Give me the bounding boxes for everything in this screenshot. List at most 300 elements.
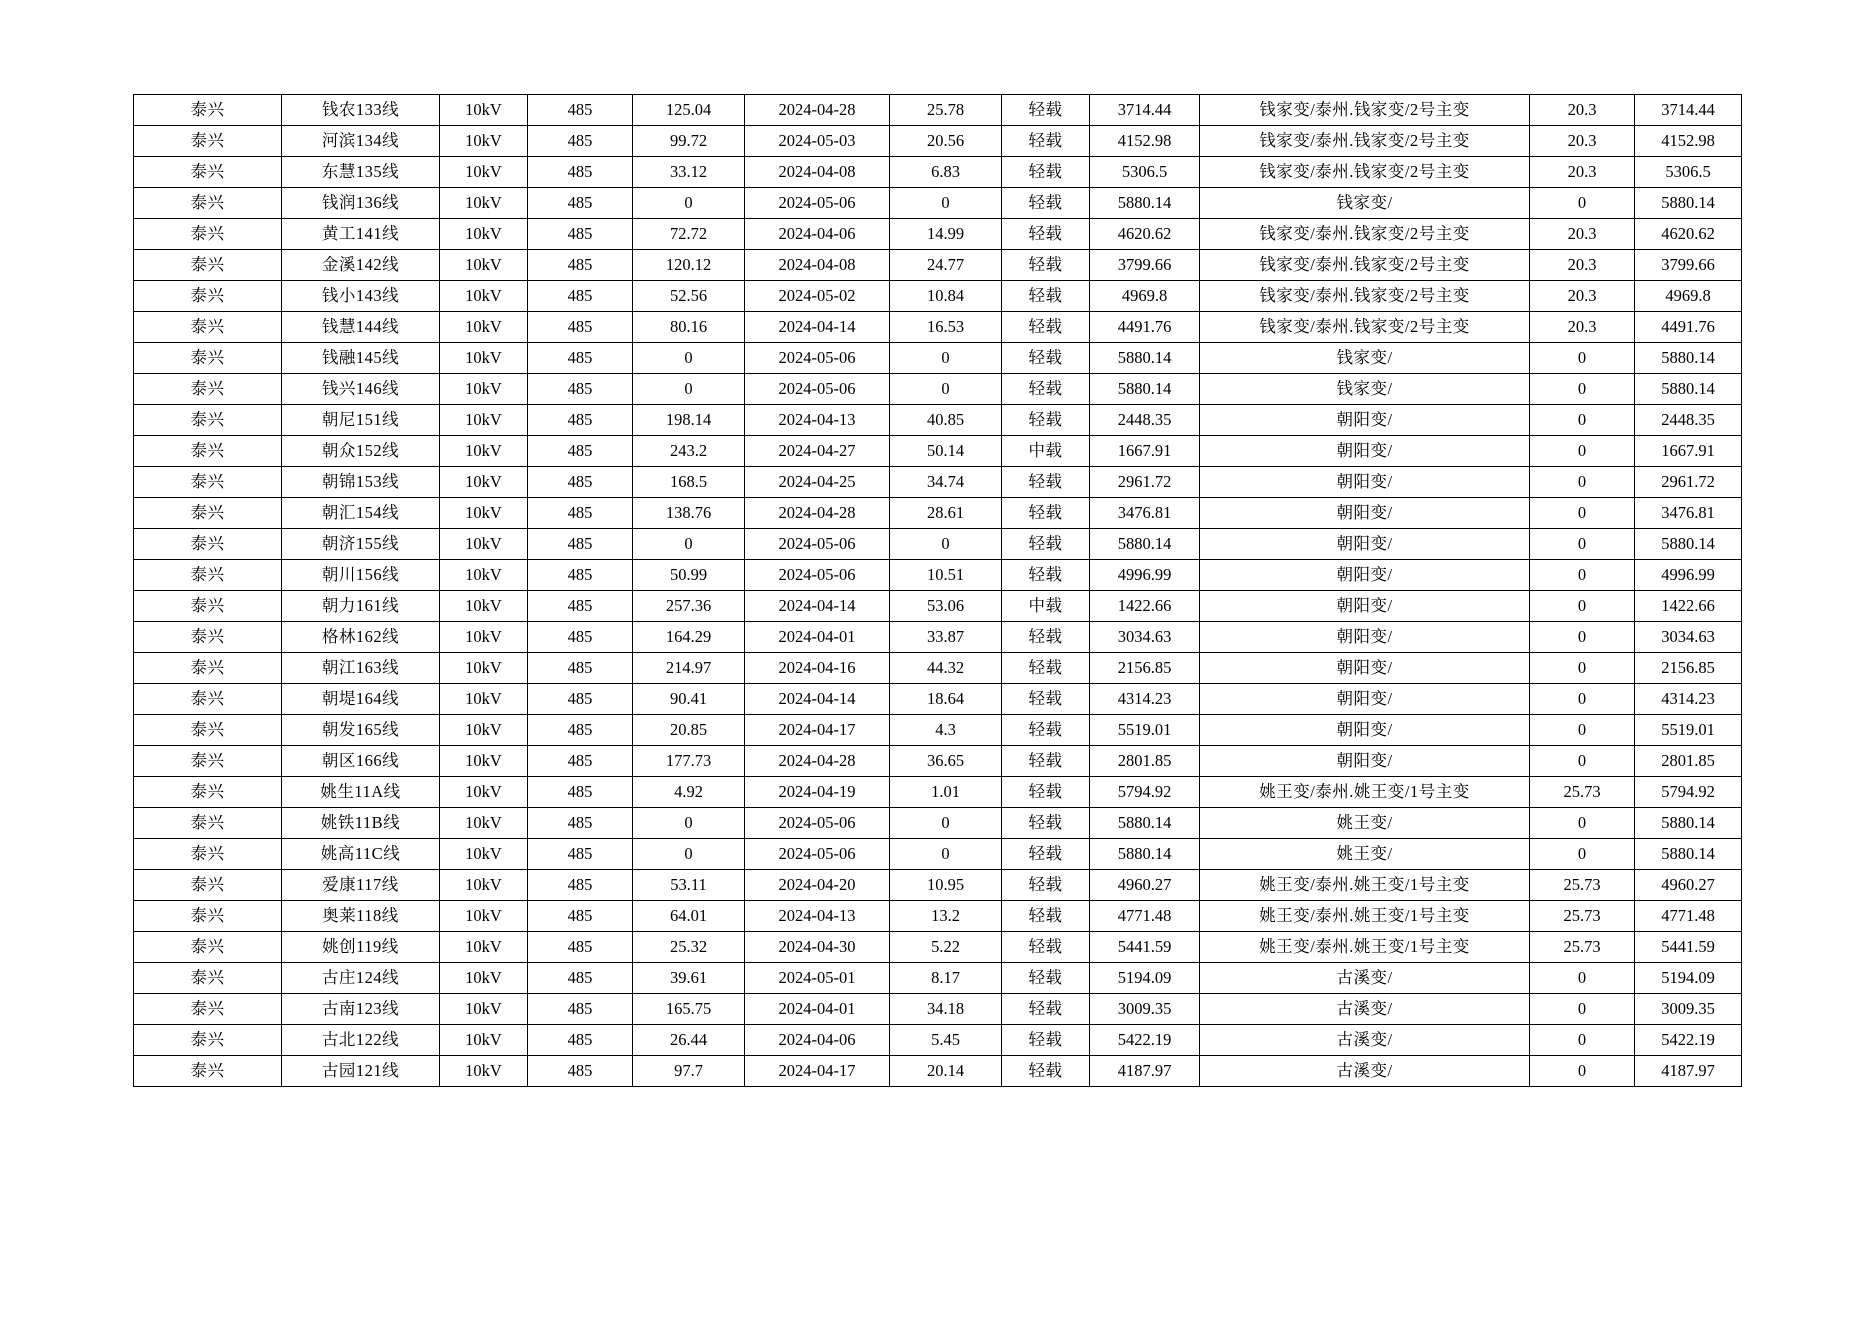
table-cell: 朝阳变/ (1200, 560, 1530, 591)
table-cell: 20.3 (1530, 219, 1635, 250)
table-cell: 姚高11C线 (282, 839, 440, 870)
table-cell: 泰兴 (134, 839, 282, 870)
table-cell: 485 (528, 808, 633, 839)
table-cell: 485 (528, 994, 633, 1025)
table-cell: 泰兴 (134, 901, 282, 932)
table-cell: 0 (890, 529, 1002, 560)
table-cell: 485 (528, 746, 633, 777)
table-cell: 0 (890, 374, 1002, 405)
table-cell: 10kV (440, 870, 528, 901)
table-cell: 24.77 (890, 250, 1002, 281)
table-row (134, 219, 1742, 250)
table-cell: 朝众152线 (282, 436, 440, 467)
table-cell: 泰兴 (134, 1056, 282, 1087)
table-cell: 485 (528, 436, 633, 467)
table-row (134, 467, 1742, 498)
table-cell: 72.72 (633, 219, 745, 250)
table-cell: 朝汇154线 (282, 498, 440, 529)
table-cell: 10.95 (890, 870, 1002, 901)
table-cell: 0 (1530, 1025, 1635, 1056)
power-line-data-table (133, 94, 1742, 1087)
table-cell: 2024-05-06 (745, 808, 890, 839)
table-cell: 4187.97 (1090, 1056, 1200, 1087)
table-cell: 10kV (440, 1056, 528, 1087)
table-cell: 泰兴 (134, 405, 282, 436)
table-cell: 90.41 (633, 684, 745, 715)
table-cell: 214.97 (633, 653, 745, 684)
table-cell: 姚王变/泰州.姚王变/1号主变 (1200, 932, 1530, 963)
table-cell: 2024-04-14 (745, 591, 890, 622)
table-cell: 2448.35 (1635, 405, 1742, 436)
table-cell: 50.14 (890, 436, 1002, 467)
table-cell: 5519.01 (1090, 715, 1200, 746)
table-cell: 轻载 (1002, 684, 1090, 715)
table-row (134, 591, 1742, 622)
table-cell: 0 (1530, 653, 1635, 684)
table-cell: 10kV (440, 529, 528, 560)
table-cell: 轻载 (1002, 870, 1090, 901)
table-cell: 10kV (440, 343, 528, 374)
table-cell: 485 (528, 529, 633, 560)
table-cell: 20.3 (1530, 250, 1635, 281)
table-cell: 朝阳变/ (1200, 715, 1530, 746)
table-cell: 轻载 (1002, 405, 1090, 436)
table-cell: 2024-04-13 (745, 405, 890, 436)
table-cell: 4996.99 (1635, 560, 1742, 591)
table-cell: 泰兴 (134, 343, 282, 374)
table-cell: 轻载 (1002, 1056, 1090, 1087)
table-cell: 轻载 (1002, 808, 1090, 839)
table-cell: 4771.48 (1090, 901, 1200, 932)
table-cell: 古庄124线 (282, 963, 440, 994)
table-cell: 2024-05-02 (745, 281, 890, 312)
table-cell: 0 (1530, 374, 1635, 405)
table-cell: 钱家变/泰州.钱家变/2号主变 (1200, 312, 1530, 343)
table-cell: 泰兴 (134, 374, 282, 405)
table-row (134, 281, 1742, 312)
table-cell: 5194.09 (1090, 963, 1200, 994)
table-cell: 10kV (440, 622, 528, 653)
table-cell: 2024-05-06 (745, 343, 890, 374)
table-cell: 25.32 (633, 932, 745, 963)
table-cell: 2024-05-06 (745, 374, 890, 405)
table-cell: 5880.14 (1090, 374, 1200, 405)
table-cell: 53.11 (633, 870, 745, 901)
table-cell: 姚铁11B线 (282, 808, 440, 839)
table-cell: 2024-04-28 (745, 95, 890, 126)
table-cell: 0 (1530, 529, 1635, 560)
table-cell: 138.76 (633, 498, 745, 529)
table-cell: 轻载 (1002, 901, 1090, 932)
table-cell: 爱康117线 (282, 870, 440, 901)
table-cell: 0 (1530, 343, 1635, 374)
table-row (134, 808, 1742, 839)
table-cell: 10kV (440, 653, 528, 684)
table-cell: 4152.98 (1635, 126, 1742, 157)
table-cell: 4969.8 (1635, 281, 1742, 312)
table-cell: 东慧135线 (282, 157, 440, 188)
table-cell: 轻载 (1002, 994, 1090, 1025)
table-cell: 泰兴 (134, 529, 282, 560)
table-cell: 姚王变/泰州.姚王变/1号主变 (1200, 870, 1530, 901)
table-cell: 轻载 (1002, 746, 1090, 777)
table-cell: 34.74 (890, 467, 1002, 498)
table-cell: 钱润136线 (282, 188, 440, 219)
table-cell: 0 (1530, 591, 1635, 622)
table-cell: 4620.62 (1090, 219, 1200, 250)
table-cell: 0 (633, 374, 745, 405)
table-row (134, 343, 1742, 374)
table-cell: 朝锦153线 (282, 467, 440, 498)
table-cell: 28.61 (890, 498, 1002, 529)
table-cell: 2024-04-08 (745, 250, 890, 281)
table-cell: 25.73 (1530, 901, 1635, 932)
table-cell: 10kV (440, 963, 528, 994)
table-cell: 2024-04-14 (745, 312, 890, 343)
table-cell: 泰兴 (134, 126, 282, 157)
table-cell: 485 (528, 157, 633, 188)
table-cell: 河滨134线 (282, 126, 440, 157)
table-cell: 轻载 (1002, 560, 1090, 591)
table-cell: 5880.14 (1090, 188, 1200, 219)
table-cell: 6.83 (890, 157, 1002, 188)
table-cell: 485 (528, 467, 633, 498)
table-cell: 4771.48 (1635, 901, 1742, 932)
table-cell: 5441.59 (1090, 932, 1200, 963)
table-cell: 25.73 (1530, 777, 1635, 808)
table-cell: 0 (1530, 994, 1635, 1025)
table-cell: 泰兴 (134, 963, 282, 994)
table-cell: 2156.85 (1090, 653, 1200, 684)
table-cell: 0 (633, 529, 745, 560)
table-cell: 177.73 (633, 746, 745, 777)
table-cell: 40.85 (890, 405, 1002, 436)
table-row (134, 870, 1742, 901)
table-cell: 轻载 (1002, 312, 1090, 343)
table-cell: 1667.91 (1635, 436, 1742, 467)
table-cell: 0 (1530, 498, 1635, 529)
table-cell: 10kV (440, 157, 528, 188)
table-cell: 8.17 (890, 963, 1002, 994)
table-cell: 钱家变/泰州.钱家变/2号主变 (1200, 219, 1530, 250)
table-cell: 5422.19 (1090, 1025, 1200, 1056)
table-cell: 轻载 (1002, 498, 1090, 529)
table-body (134, 95, 1742, 1087)
table-cell: 485 (528, 188, 633, 219)
table-cell: 5880.14 (1635, 808, 1742, 839)
table-cell: 5880.14 (1635, 343, 1742, 374)
table-cell: 4314.23 (1090, 684, 1200, 715)
table-cell: 80.16 (633, 312, 745, 343)
table-cell: 轻载 (1002, 157, 1090, 188)
table-cell: 0 (1530, 467, 1635, 498)
table-cell: 1.01 (890, 777, 1002, 808)
table-cell: 26.44 (633, 1025, 745, 1056)
table-cell: 39.61 (633, 963, 745, 994)
table-cell: 2961.72 (1090, 467, 1200, 498)
table-cell: 古南123线 (282, 994, 440, 1025)
table-cell: 5306.5 (1635, 157, 1742, 188)
table-cell: 10kV (440, 684, 528, 715)
table-cell: 485 (528, 281, 633, 312)
table-cell: 1667.91 (1090, 436, 1200, 467)
table-cell: 14.99 (890, 219, 1002, 250)
table-row (134, 777, 1742, 808)
table-row (134, 715, 1742, 746)
table-row (134, 839, 1742, 870)
table-cell: 2961.72 (1635, 467, 1742, 498)
table-cell: 轻载 (1002, 188, 1090, 219)
table-cell: 10kV (440, 436, 528, 467)
table-cell: 10kV (440, 95, 528, 126)
table-cell: 485 (528, 312, 633, 343)
table-cell: 2024-04-01 (745, 994, 890, 1025)
table-row (134, 684, 1742, 715)
table-cell: 485 (528, 622, 633, 653)
table-cell: 0 (1530, 808, 1635, 839)
table-cell: 2024-05-06 (745, 529, 890, 560)
table-cell: 0 (1530, 622, 1635, 653)
table-cell: 黄工141线 (282, 219, 440, 250)
table-cell: 0 (633, 808, 745, 839)
table-cell: 4960.27 (1635, 870, 1742, 901)
table-cell: 4996.99 (1090, 560, 1200, 591)
table-cell: 3034.63 (1635, 622, 1742, 653)
table-cell: 4.3 (890, 715, 1002, 746)
table-cell: 5794.92 (1090, 777, 1200, 808)
table-cell: 10kV (440, 994, 528, 1025)
table-cell: 钱融145线 (282, 343, 440, 374)
table-cell: 10kV (440, 901, 528, 932)
table-cell: 2024-04-17 (745, 1056, 890, 1087)
table-cell: 泰兴 (134, 250, 282, 281)
table-cell: 20.85 (633, 715, 745, 746)
table-row (134, 1056, 1742, 1087)
table-cell: 485 (528, 653, 633, 684)
table-cell: 485 (528, 1056, 633, 1087)
table-cell: 轻载 (1002, 777, 1090, 808)
table-cell: 朝尼151线 (282, 405, 440, 436)
table-cell: 轻载 (1002, 126, 1090, 157)
table-cell: 16.53 (890, 312, 1002, 343)
table-cell: 2801.85 (1635, 746, 1742, 777)
table-cell: 485 (528, 1025, 633, 1056)
table-cell: 5794.92 (1635, 777, 1742, 808)
table-cell: 3714.44 (1090, 95, 1200, 126)
table-row (134, 901, 1742, 932)
table-cell: 5880.14 (1090, 529, 1200, 560)
table-cell: 4620.62 (1635, 219, 1742, 250)
table-cell: 泰兴 (134, 684, 282, 715)
table-cell: 10kV (440, 777, 528, 808)
table-cell: 2024-04-16 (745, 653, 890, 684)
table-cell: 485 (528, 498, 633, 529)
table-cell: 25.78 (890, 95, 1002, 126)
table-cell: 古溪变/ (1200, 1056, 1530, 1087)
table-cell: 2024-04-13 (745, 901, 890, 932)
table-cell: 0 (1530, 560, 1635, 591)
table-cell: 泰兴 (134, 746, 282, 777)
table-row (134, 250, 1742, 281)
table-cell: 古溪变/ (1200, 1025, 1530, 1056)
table-cell: 2024-04-14 (745, 684, 890, 715)
table-cell: 钱小143线 (282, 281, 440, 312)
table-cell: 2024-05-03 (745, 126, 890, 157)
table-cell: 朝阳变/ (1200, 405, 1530, 436)
table-cell: 64.01 (633, 901, 745, 932)
table-cell: 0 (890, 839, 1002, 870)
table-row (134, 622, 1742, 653)
table-cell: 朝阳变/ (1200, 622, 1530, 653)
table-cell: 2024-04-27 (745, 436, 890, 467)
table-cell: 34.18 (890, 994, 1002, 1025)
table-cell: 4960.27 (1090, 870, 1200, 901)
table-cell: 2024-04-30 (745, 932, 890, 963)
table-cell: 姚王变/ (1200, 808, 1530, 839)
table-cell: 轻载 (1002, 963, 1090, 994)
table-cell: 10kV (440, 591, 528, 622)
data-table-container (133, 94, 1741, 1087)
table-cell: 3799.66 (1635, 250, 1742, 281)
table-cell: 0 (633, 188, 745, 219)
table-cell: 泰兴 (134, 560, 282, 591)
table-cell: 10.51 (890, 560, 1002, 591)
table-cell: 中载 (1002, 436, 1090, 467)
table-cell: 朝力161线 (282, 591, 440, 622)
table-cell: 2024-04-19 (745, 777, 890, 808)
table-cell: 轻载 (1002, 529, 1090, 560)
table-cell: 53.06 (890, 591, 1002, 622)
table-cell: 5194.09 (1635, 963, 1742, 994)
table-cell: 10kV (440, 932, 528, 963)
table-cell: 泰兴 (134, 436, 282, 467)
table-cell: 钱农133线 (282, 95, 440, 126)
table-cell: 485 (528, 870, 633, 901)
table-cell: 2024-04-06 (745, 219, 890, 250)
table-cell: 钱家变/ (1200, 374, 1530, 405)
table-cell: 5422.19 (1635, 1025, 1742, 1056)
table-cell: 朝阳变/ (1200, 684, 1530, 715)
table-cell: 0 (1530, 746, 1635, 777)
table-cell: 轻载 (1002, 1025, 1090, 1056)
table-cell: 485 (528, 932, 633, 963)
table-cell: 古北122线 (282, 1025, 440, 1056)
table-cell: 泰兴 (134, 808, 282, 839)
table-cell: 泰兴 (134, 312, 282, 343)
table-cell: 164.29 (633, 622, 745, 653)
table-cell: 4187.97 (1635, 1056, 1742, 1087)
table-cell: 钱家变/ (1200, 188, 1530, 219)
table-cell: 姚创119线 (282, 932, 440, 963)
table-cell: 朝区166线 (282, 746, 440, 777)
table-cell: 485 (528, 343, 633, 374)
table-cell: 轻载 (1002, 219, 1090, 250)
table-cell: 2156.85 (1635, 653, 1742, 684)
table-cell: 125.04 (633, 95, 745, 126)
table-cell: 2024-05-06 (745, 839, 890, 870)
table-cell: 轻载 (1002, 95, 1090, 126)
table-cell: 485 (528, 591, 633, 622)
table-cell: 0 (890, 808, 1002, 839)
table-cell: 轻载 (1002, 622, 1090, 653)
table-cell: 姚生11A线 (282, 777, 440, 808)
table-cell: 泰兴 (134, 932, 282, 963)
table-cell: 格林162线 (282, 622, 440, 653)
table-cell: 4969.8 (1090, 281, 1200, 312)
table-cell: 20.3 (1530, 312, 1635, 343)
table-cell: 0 (1530, 405, 1635, 436)
table-cell: 10kV (440, 746, 528, 777)
table-cell: 2024-04-25 (745, 467, 890, 498)
table-cell: 朝阳变/ (1200, 467, 1530, 498)
table-cell: 朝堤164线 (282, 684, 440, 715)
table-cell: 10kV (440, 498, 528, 529)
table-cell: 10.84 (890, 281, 1002, 312)
table-cell: 泰兴 (134, 498, 282, 529)
table-cell: 50.99 (633, 560, 745, 591)
table-cell: 3009.35 (1635, 994, 1742, 1025)
table-row (134, 374, 1742, 405)
table-cell: 0 (890, 188, 1002, 219)
table-cell: 钱家变/ (1200, 343, 1530, 374)
table-cell: 钱家变/泰州.钱家变/2号主变 (1200, 126, 1530, 157)
table-cell: 钱慧144线 (282, 312, 440, 343)
table-cell: 13.2 (890, 901, 1002, 932)
table-cell: 20.14 (890, 1056, 1002, 1087)
table-cell: 泰兴 (134, 591, 282, 622)
table-cell: 0 (633, 343, 745, 374)
table-cell: 2024-05-06 (745, 560, 890, 591)
table-cell: 轻载 (1002, 839, 1090, 870)
table-cell: 25.73 (1530, 870, 1635, 901)
table-cell: 钱家变/泰州.钱家变/2号主变 (1200, 157, 1530, 188)
table-cell: 485 (528, 839, 633, 870)
table-cell: 1422.66 (1090, 591, 1200, 622)
table-cell: 25.73 (1530, 932, 1635, 963)
table-cell: 485 (528, 374, 633, 405)
table-row (134, 963, 1742, 994)
table-cell: 20.3 (1530, 95, 1635, 126)
table-cell: 轻载 (1002, 281, 1090, 312)
table-cell: 朝阳变/ (1200, 498, 1530, 529)
table-cell: 古溪变/ (1200, 963, 1530, 994)
table-cell: 2024-05-06 (745, 188, 890, 219)
table-cell: 198.14 (633, 405, 745, 436)
table-cell: 0 (1530, 436, 1635, 467)
table-cell: 33.87 (890, 622, 1002, 653)
table-cell: 2024-04-06 (745, 1025, 890, 1056)
table-cell: 0 (890, 343, 1002, 374)
table-cell: 485 (528, 684, 633, 715)
table-cell: 485 (528, 250, 633, 281)
table-row (134, 312, 1742, 343)
table-cell: 朝阳变/ (1200, 529, 1530, 560)
table-cell: 10kV (440, 839, 528, 870)
table-cell: 5880.14 (1635, 839, 1742, 870)
table-cell: 97.7 (633, 1056, 745, 1087)
table-cell: 44.32 (890, 653, 1002, 684)
table-cell: 钱家变/泰州.钱家变/2号主变 (1200, 250, 1530, 281)
table-cell: 泰兴 (134, 157, 282, 188)
table-cell: 5880.14 (1635, 529, 1742, 560)
table-cell: 2024-04-17 (745, 715, 890, 746)
table-cell: 轻载 (1002, 932, 1090, 963)
table-cell: 2024-04-28 (745, 746, 890, 777)
table-cell: 朝江163线 (282, 653, 440, 684)
table-cell: 10kV (440, 715, 528, 746)
table-cell: 姚王变/泰州.姚王变/1号主变 (1200, 777, 1530, 808)
table-cell: 钱家变/泰州.钱家变/2号主变 (1200, 281, 1530, 312)
